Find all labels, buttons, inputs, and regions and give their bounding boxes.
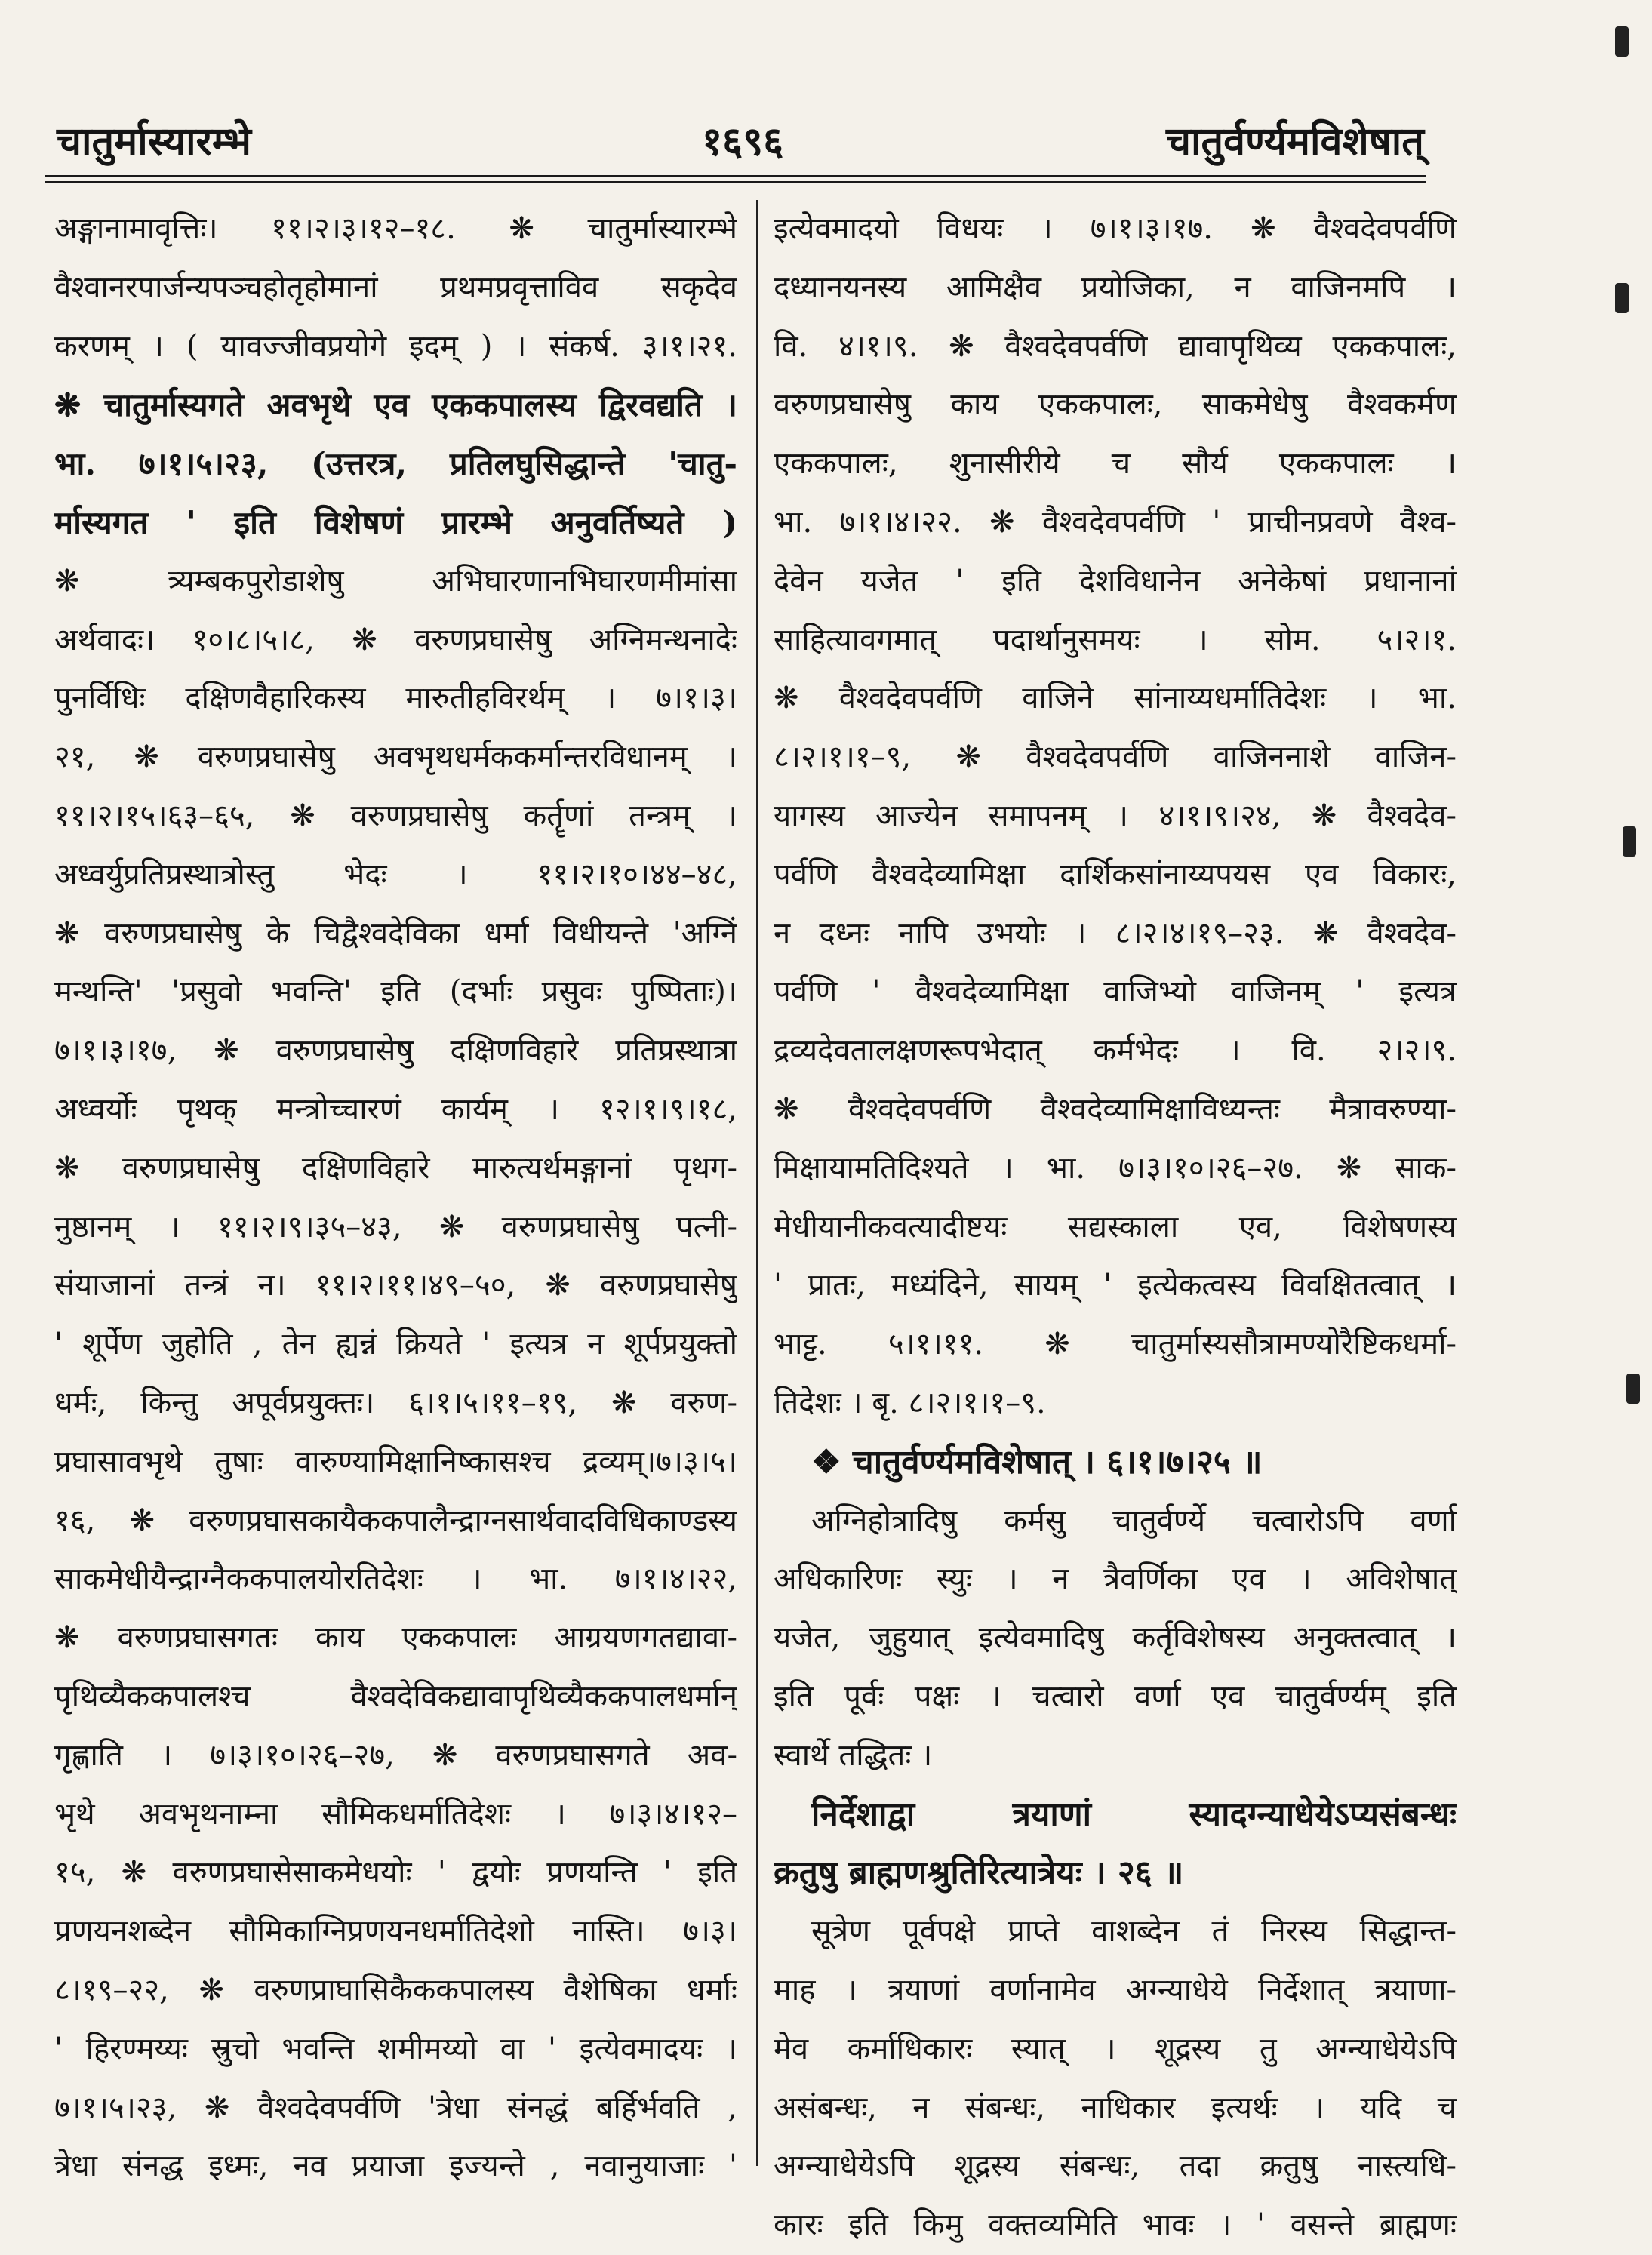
text-line: प्रघासावभृथे तुषाः वारुण्यामिक्षानिष्कासश्च द्रव्यम्।७।३।५।: [54, 1444, 737, 1479]
text-line: भा. ७।१।५।२३, (उत्तरत्र, प्रतिलघुसिद्धान्ते 'चातु-: [54, 445, 737, 483]
text-line: त्रेधा संनद्ध इध्मः, नव प्रयाजा इज्यन्ते , नवानुयाजाः ': [54, 2149, 737, 2184]
text-line: अग्निहोत्रादिषु कर्मसु चातुर्वर्ण्ये चत्वारोऽपि वर्णा: [811, 1503, 1457, 1538]
text-line: भृथे अवभृथनाम्ना सौमिकधर्मातिदेशः । ७।३।४।१२–: [54, 1796, 737, 1832]
left-column: [54, 200, 737, 2196]
margin-mark: [1615, 26, 1629, 57]
text-line: ❋ वरुणप्रघासेषु दक्षिणविहारे मारुत्यर्थमङ्गानां पृथग-: [54, 1150, 737, 1186]
text-line: इत्येवमादयो विधयः । ७।१।३।१७. ❋ वैश्वदेवपर्वणि: [774, 211, 1457, 246]
column-divider: [756, 200, 758, 2166]
right-column: [774, 200, 1457, 2255]
text-line: वरुणप्रघासेषु काय एककपालः, साकमेधेषु वैश्वकर्मण: [774, 387, 1457, 423]
text-line: ११।२।१५।६३–६५, ❋ वरुणप्रघासेषु कर्तॄणां तन्त्रम् ।: [54, 798, 737, 833]
text-line: निर्देशाद्वा त्रयाणां स्यादग्न्याधेयेऽप्यसंबन्धः: [811, 1795, 1457, 1834]
text-line: ' प्रातः, मध्यंदिने, सायम् ' इत्येकत्वस्य विवक्षितत्वात् ।: [774, 1268, 1457, 1303]
text-line: कारः इति किमु वक्तव्यमिति भावः । ' वसन्ते ब्राह्मणः: [774, 2207, 1457, 2243]
text-line: पुनर्विधिः दक्षिणवैहारिकस्य मारुतीहविरर्थम् । ७।१।३।: [54, 681, 737, 716]
text-line: तिदेशः । बृ. ८।२।१।१–९.: [774, 1385, 1046, 1420]
running-head-right: चातुर्वर्ण्यमविशेषात्: [1166, 118, 1424, 165]
text-line: अधिकारिणः स्युः । न त्रैवर्णिका एव । अविशेषात्: [774, 1561, 1457, 1597]
text-line: माह । त्रयाणां वर्णानामेव अग्न्याधेये निर्देशात् त्रयाणा-: [774, 1972, 1457, 2007]
text-line: संयाजानां तन्त्रं न। ११।२।११।४९–५०, ❋ वरुणप्रघासेषु: [54, 1268, 737, 1303]
text-line: अग्न्याधेयेऽपि शूद्रस्य संबन्धः, तदा क्रतुषु नास्त्यधि-: [774, 2149, 1457, 2184]
text-line: असंबन्धः, न संबन्धः, नाधिकार इत्यर्थः । यदि च: [774, 2090, 1457, 2125]
text-line: करणम् । ( यावज्जीवप्रयोगे इदम् ) । संकर्ष. ३।१।२१.: [54, 328, 737, 364]
text-line: अध्वर्युप्रतिप्रस्थात्रोस्तु भेदः । ११।२।१०।४४–४८,: [54, 857, 737, 892]
running-head-left: चातुर्मास्यारम्भे: [57, 118, 251, 165]
text-line: वि. ४।१।९. ❋ वैश्वदेवपर्वणि द्यावापृथिव्य एककपालः,: [774, 328, 1457, 364]
text-line: अङ्गानामावृत्तिः। ११।२।३।१२–१८. ❋ चातुर्मास्यारम्भे: [54, 211, 737, 246]
text-line: प्रणयनशब्देन सौमिकाग्निप्रणयनधर्मातिदेशो नास्ति। ७।३।: [54, 1914, 737, 1949]
text-line: ❋ वरुणप्रघासेषु के चिद्वैश्वदेविका धर्मा विधीयन्ते 'अग्निं: [54, 915, 737, 951]
text-line: र्मास्यगत ' इति विशेषणं प्रारम्भे अनुवर्तिष्यते ): [54, 503, 737, 541]
text-line: ' शूर्पेण जुहोति , तेन ह्यन्नं क्रियते ' इत्यत्र न शूर्पप्रयुक्तो: [54, 1327, 737, 1362]
text-line: यागस्य आज्येन समापनम् । ४।१।९।२४, ❋ वैश्वदेव-: [774, 798, 1457, 833]
text-line: पर्वणि वैश्वदेव्यामिक्षा दार्शिकसांनाय्यपयस एव विकारः,: [774, 857, 1457, 892]
text-line: नुष्ठानम् । ११।२।९।३५–४३, ❋ वरुणप्रघासेषु पत्नी-: [54, 1209, 737, 1244]
text-line: २१, ❋ वरुणप्रघासेषु अवभृथधर्मककर्मान्तरविधानम् ।: [54, 740, 737, 775]
text-line: १५, ❋ वरुणप्रघासेसाकमेधयोः ' द्वयोः प्रणयन्ति ' इति: [54, 1855, 737, 1890]
text-line: पर्वणि ' वैश्वदेव्यामिक्षा वाजिभ्यो वाजिनम् ' इत्यत्र: [774, 974, 1457, 1010]
page-number: १६९६: [702, 118, 784, 165]
text-line: एककपालः, शुनासीरीये च सौर्य एककपालः ।: [774, 446, 1457, 481]
margin-mark: [1626, 1374, 1640, 1404]
margin-mark: [1623, 826, 1636, 857]
text-line: १६, ❋ वरुणप्रघासकायैककपालैन्द्राग्नसार्थवादविधिकाण्डस्य: [54, 1503, 737, 1538]
text-line: देवेन यजेत ' इति देशविधानेन अनेकेषां प्रधानानां: [774, 563, 1457, 598]
text-line: ७।१।३।१७, ❋ वरुणप्रघासेषु दक्षिणविहारे प्रतिप्रस्थात्रा: [54, 1033, 737, 1069]
text-line: अर्थवादः। १०।८।५।८, ❋ वरुणप्रघासेषु अग्निमन्थनादेः: [54, 622, 737, 657]
text-line: धर्मः, किन्तु अपूर्वप्रयुक्तः। ६।१।५।११–१९, ❋ वरुण-: [54, 1385, 737, 1420]
text-line: मेव कर्माधिकारः स्यात् । शूद्रस्य तु अग्न्याधेयेऽपि: [774, 2031, 1457, 2066]
text-line: यजेत, जुहुयात् इत्येवमादिषु कर्तृविशेषस्य अनुक्तत्वात् ।: [774, 1620, 1457, 1656]
text-line: गृह्णाति । ७।३।१०।२६–२७, ❋ वरुणप्रघासगते अव-: [54, 1737, 737, 1773]
text-line: अध्वर्योः पृथक् मन्त्रोच्चारणं कार्यम् । १२।१।९।१८,: [54, 1091, 737, 1127]
text-line: मेधीयानीकवत्यादीष्टयः सद्यस्काला एव, विशेषणस्य: [774, 1209, 1457, 1244]
text-line: ❋ त्र्यम्बकपुरोडाशेषु अभिघारणानभिघारणमीमांसा: [54, 563, 737, 598]
text-line: ❋ वैश्वदेवपर्वणि वाजिने सांनाय्यधर्मातिदेशः । भा.: [774, 681, 1457, 716]
text-line: ७।१।५।२३, ❋ वैश्वदेवपर्वणि 'त्रेधा संनद्धं बर्हिर्भवति ,: [54, 2090, 737, 2125]
text-line: साकमेधीयैन्द्राग्नैककपालयोरतिदेशः । भा. ७।१।४।२२,: [54, 1561, 737, 1597]
header-rule-thin: [45, 181, 1426, 183]
text-line: ' हिरण्मय्यः स्रुचो भवन्ति शमीमय्यो वा ' इत्येवमादयः ।: [54, 2031, 737, 2066]
text-line: द्रव्यदेवतालक्षणरूपभेदात् कर्मभेदः । वि. २।२।९.: [774, 1033, 1457, 1069]
text-line: ❋ चातुर्मास्यगते अवभृथे एव एककपालस्य द्विरवद्यति ।: [54, 386, 737, 424]
text-line: मन्थन्ति' 'प्रसुवो भवन्ति' इति (दर्भाः प्रसुवः पुष्पिताः)।: [54, 974, 737, 1010]
text-line: ❋ वैश्वदेवपर्वणि वैश्वदेव्यामिक्षाविध्यन्तः मैत्रावरुण्या-: [774, 1091, 1457, 1127]
text-line: भाट्ट. ५।१।११. ❋ चातुर्मास्यसौत्रामण्योरैष्टिकधर्मा-: [774, 1327, 1457, 1362]
text-line: वैश्वानरपार्जन्यपञ्चहोतृहोमानां प्रथमप्रवृत्ताविव सकृदेव: [54, 269, 737, 305]
text-line: पृथिव्यैककपालश्च वैश्वदेविकद्यावापृथिव्यैककपालधर्मान्: [54, 1678, 737, 1714]
text-line: न दध्नः नापि उभयोः । ८।२।४।१९–२३. ❋ वैश्वदेव-: [774, 915, 1457, 951]
text-line: स्वार्थे तद्धितः ।: [774, 1737, 933, 1773]
text-line: मिक्षायामतिदिश्यते । भा. ७।३।१०।२६–२७. ❋ साक-: [774, 1150, 1457, 1186]
text-line: ८।१९–२२, ❋ वरुणप्राघासिकैककपालस्य वैशेषिका धर्माः: [54, 1972, 737, 2007]
text-line: ❋ वरुणप्रघासगतः काय एककपालः आग्रयणगतद्यावा-: [54, 1620, 737, 1656]
text-line: ❖ चातुर्वर्ण्यमविशेषात् । ६।१।७।२५ ॥: [811, 1442, 1263, 1481]
text-line: भा. ७।१।४।२२. ❋ वैश्वदेवपर्वणि ' प्राचीनप्रवणे वैश्व-: [774, 504, 1457, 540]
text-line: ८।२।१।१–९, ❋ वैश्वदेवपर्वणि वाजिननाशे वाजिन-: [774, 740, 1457, 775]
text-line: साहित्यावगमात् पदार्थानुसमयः । सोम. ५।२।१.: [774, 622, 1457, 657]
text-line: इति पूर्वः पक्षः । चत्वारो वर्णा एव चातुर्वर्ण्यम् इति: [774, 1678, 1457, 1714]
text-line: क्रतुषु ब्राह्मणश्रुतिरित्यात्रेयः । २६ ॥: [774, 1854, 1184, 1893]
text-line: सूत्रेण पूर्वपक्षे प्राप्ते वाशब्देन तं निरस्य सिद्धान्त-: [811, 1914, 1457, 1949]
margin-mark: [1615, 283, 1629, 313]
text-line: दध्यानयनस्य आमिक्षैव प्रयोजिका, न वाजिनमपि ।: [774, 269, 1457, 305]
header-rule: [45, 175, 1426, 177]
